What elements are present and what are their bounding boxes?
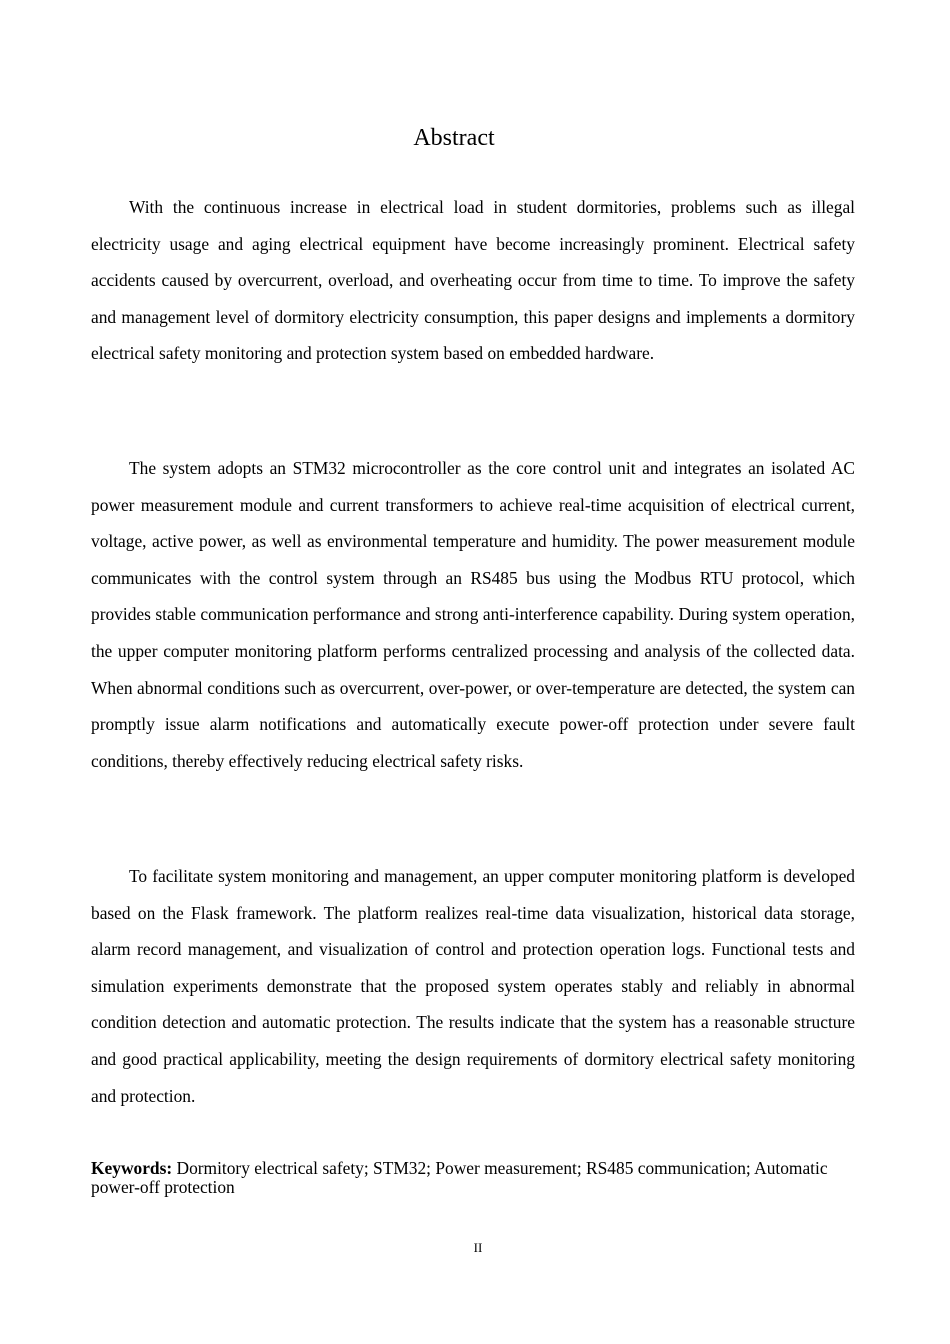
keywords-line	[91, 1159, 855, 1196]
abstract-paragraph-3: To facilitate system monitoring and management, an upper computer monitoring platform is developed based on the Flask framework. The platform realizes real-time data visualization, historical data storage, alarm record management, and visualization of control and protection operation logs. Functional tests and simulation experiments demonstrate that the proposed system operates stably and reliably in abnormal condition detection and automatic protection. The results indicate that the system has a reasonable structure and good practical applicability, meeting the design requirements of dormitory electrical safety monitoring and protection.	[91, 866, 855, 1106]
abstract-paragraph-2: The system adopts an STM32 microcontroller as the core control unit and integrates an isolated AC power measurement module and current transformers to achieve real-time acquisition of electrical current, voltage, active power, as well as environmental temperature and humidity. The power measurement module communicates with the control system through an RS485 bus using the Modbus RTU protocol, which provides stable communication performance and strong anti-interference capability. During system operation, the upper computer monitoring platform performs centralized processing and analysis of the collected data. When abnormal conditions such as overcurrent, over-power, or over-temperature are detected, the system can promptly issue alarm notifications and automatically execute power-off protection under severe fault conditions, thereby effectively reducing electrical safety risks.	[91, 458, 855, 771]
abstract-paragraph-1: With the continuous increase in electrical load in student dormitories, problems such as illegal electricity usage and aging electrical equipment have become increasingly prominent. Electrical safety accidents caused by overcurrent, overload, and overheating occur from time to time. To improve the safety and management level of dormitory electricity consumption, this paper designs and implements a dormitory electrical safety monitoring and protection system based on embedded hardware.	[91, 197, 855, 364]
page-number: II	[473, 1240, 483, 1255]
page-title: Abstract	[413, 125, 495, 151]
keywords-label: Keywords:	[91, 1158, 173, 1178]
keywords-text: Dormitory electrical safety; STM32; Power measurement; RS485 communication; Automatic power-off protection	[91, 1158, 828, 1197]
